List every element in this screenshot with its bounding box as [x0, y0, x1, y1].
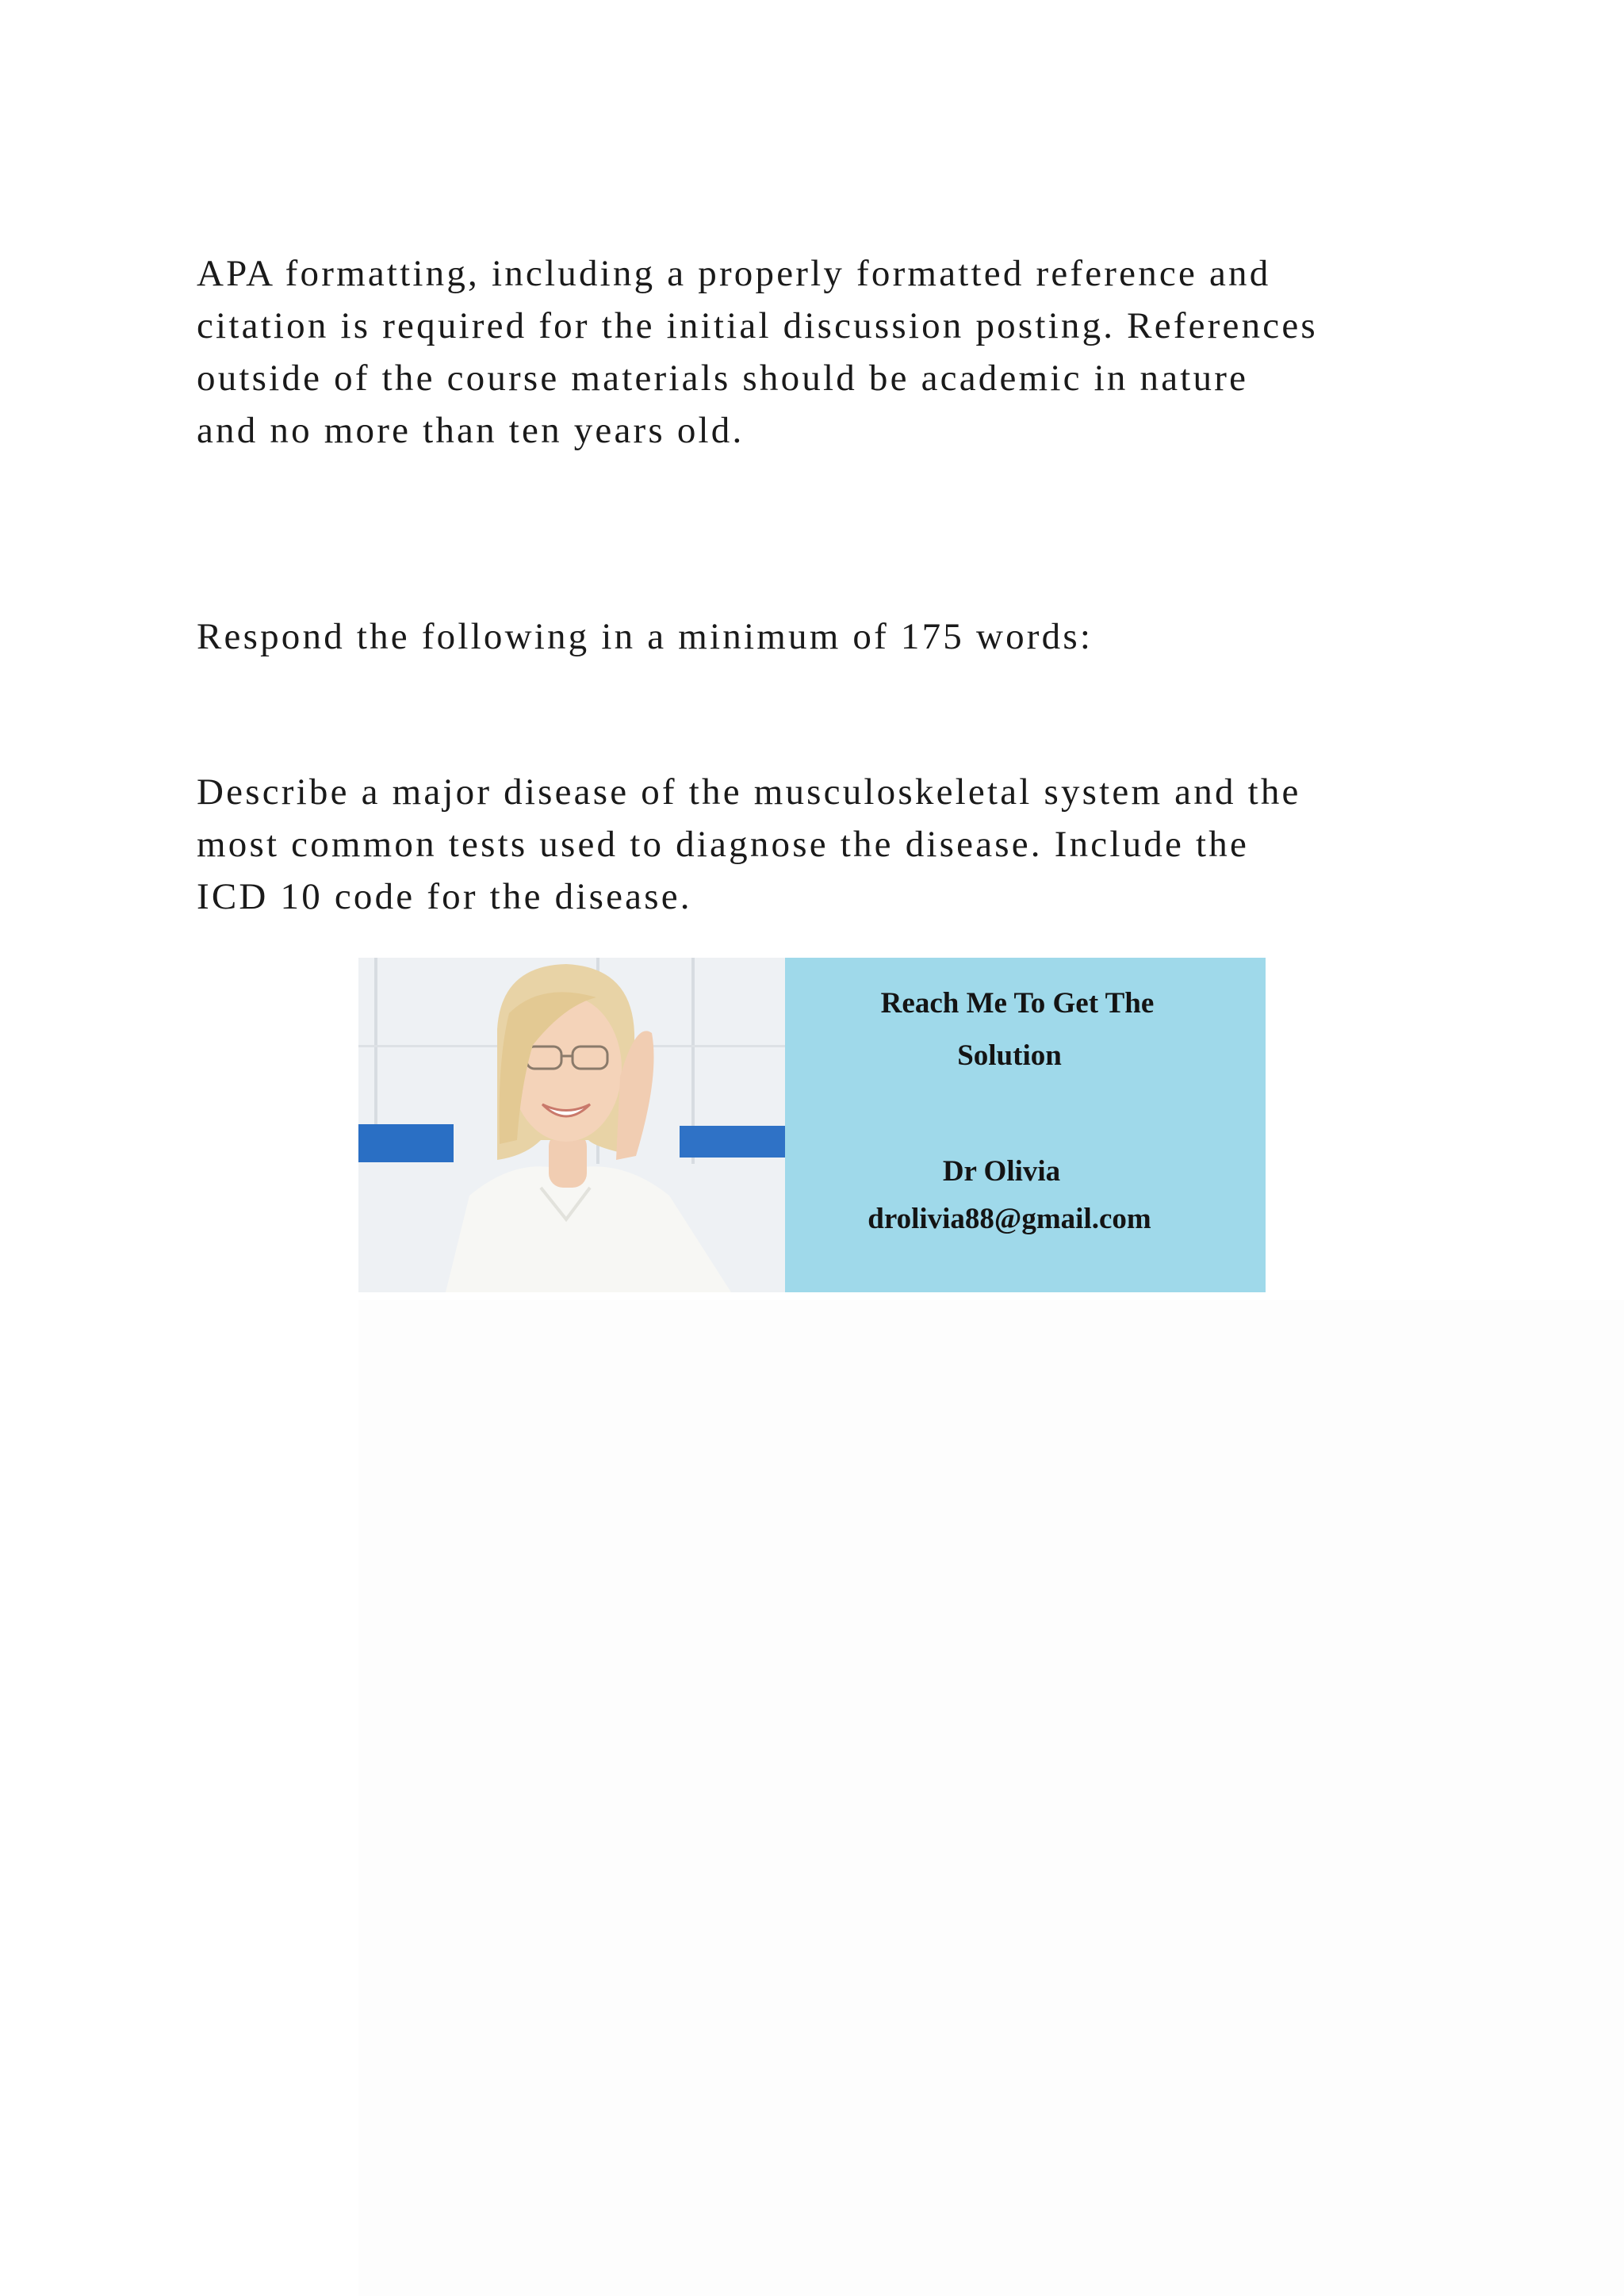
lower-background: [358, 1300, 1624, 2296]
banner-heading-line2: Solution: [957, 1039, 1062, 1072]
paragraph-prompt: Describe a major disease of the musculoskeletal system and the most common tests used to diagnose the disease. Include the ICD 10 code for the disease.: [197, 771, 1301, 917]
woman-with-glasses-photo: [358, 958, 785, 1292]
contact-info-panel: [785, 958, 1266, 1292]
paragraph-apa-requirements: APA formatting, including a properly formatted reference and citation is required for the initial discussion posting. References outside of the course materials should be academic in nature and no more than ten years old.: [197, 253, 1318, 451]
contact-email: drolivia88@gmail.com: [868, 1203, 1151, 1235]
contact-name: Dr Olivia: [942, 1155, 1061, 1188]
contact-banner: [358, 958, 1266, 1292]
paragraph-word-minimum: Respond the following in a minimum of 175 words:: [197, 616, 1094, 657]
photo-illustration: [358, 958, 785, 1292]
banner-heading-line1: Reach Me To Get The: [880, 987, 1155, 1020]
